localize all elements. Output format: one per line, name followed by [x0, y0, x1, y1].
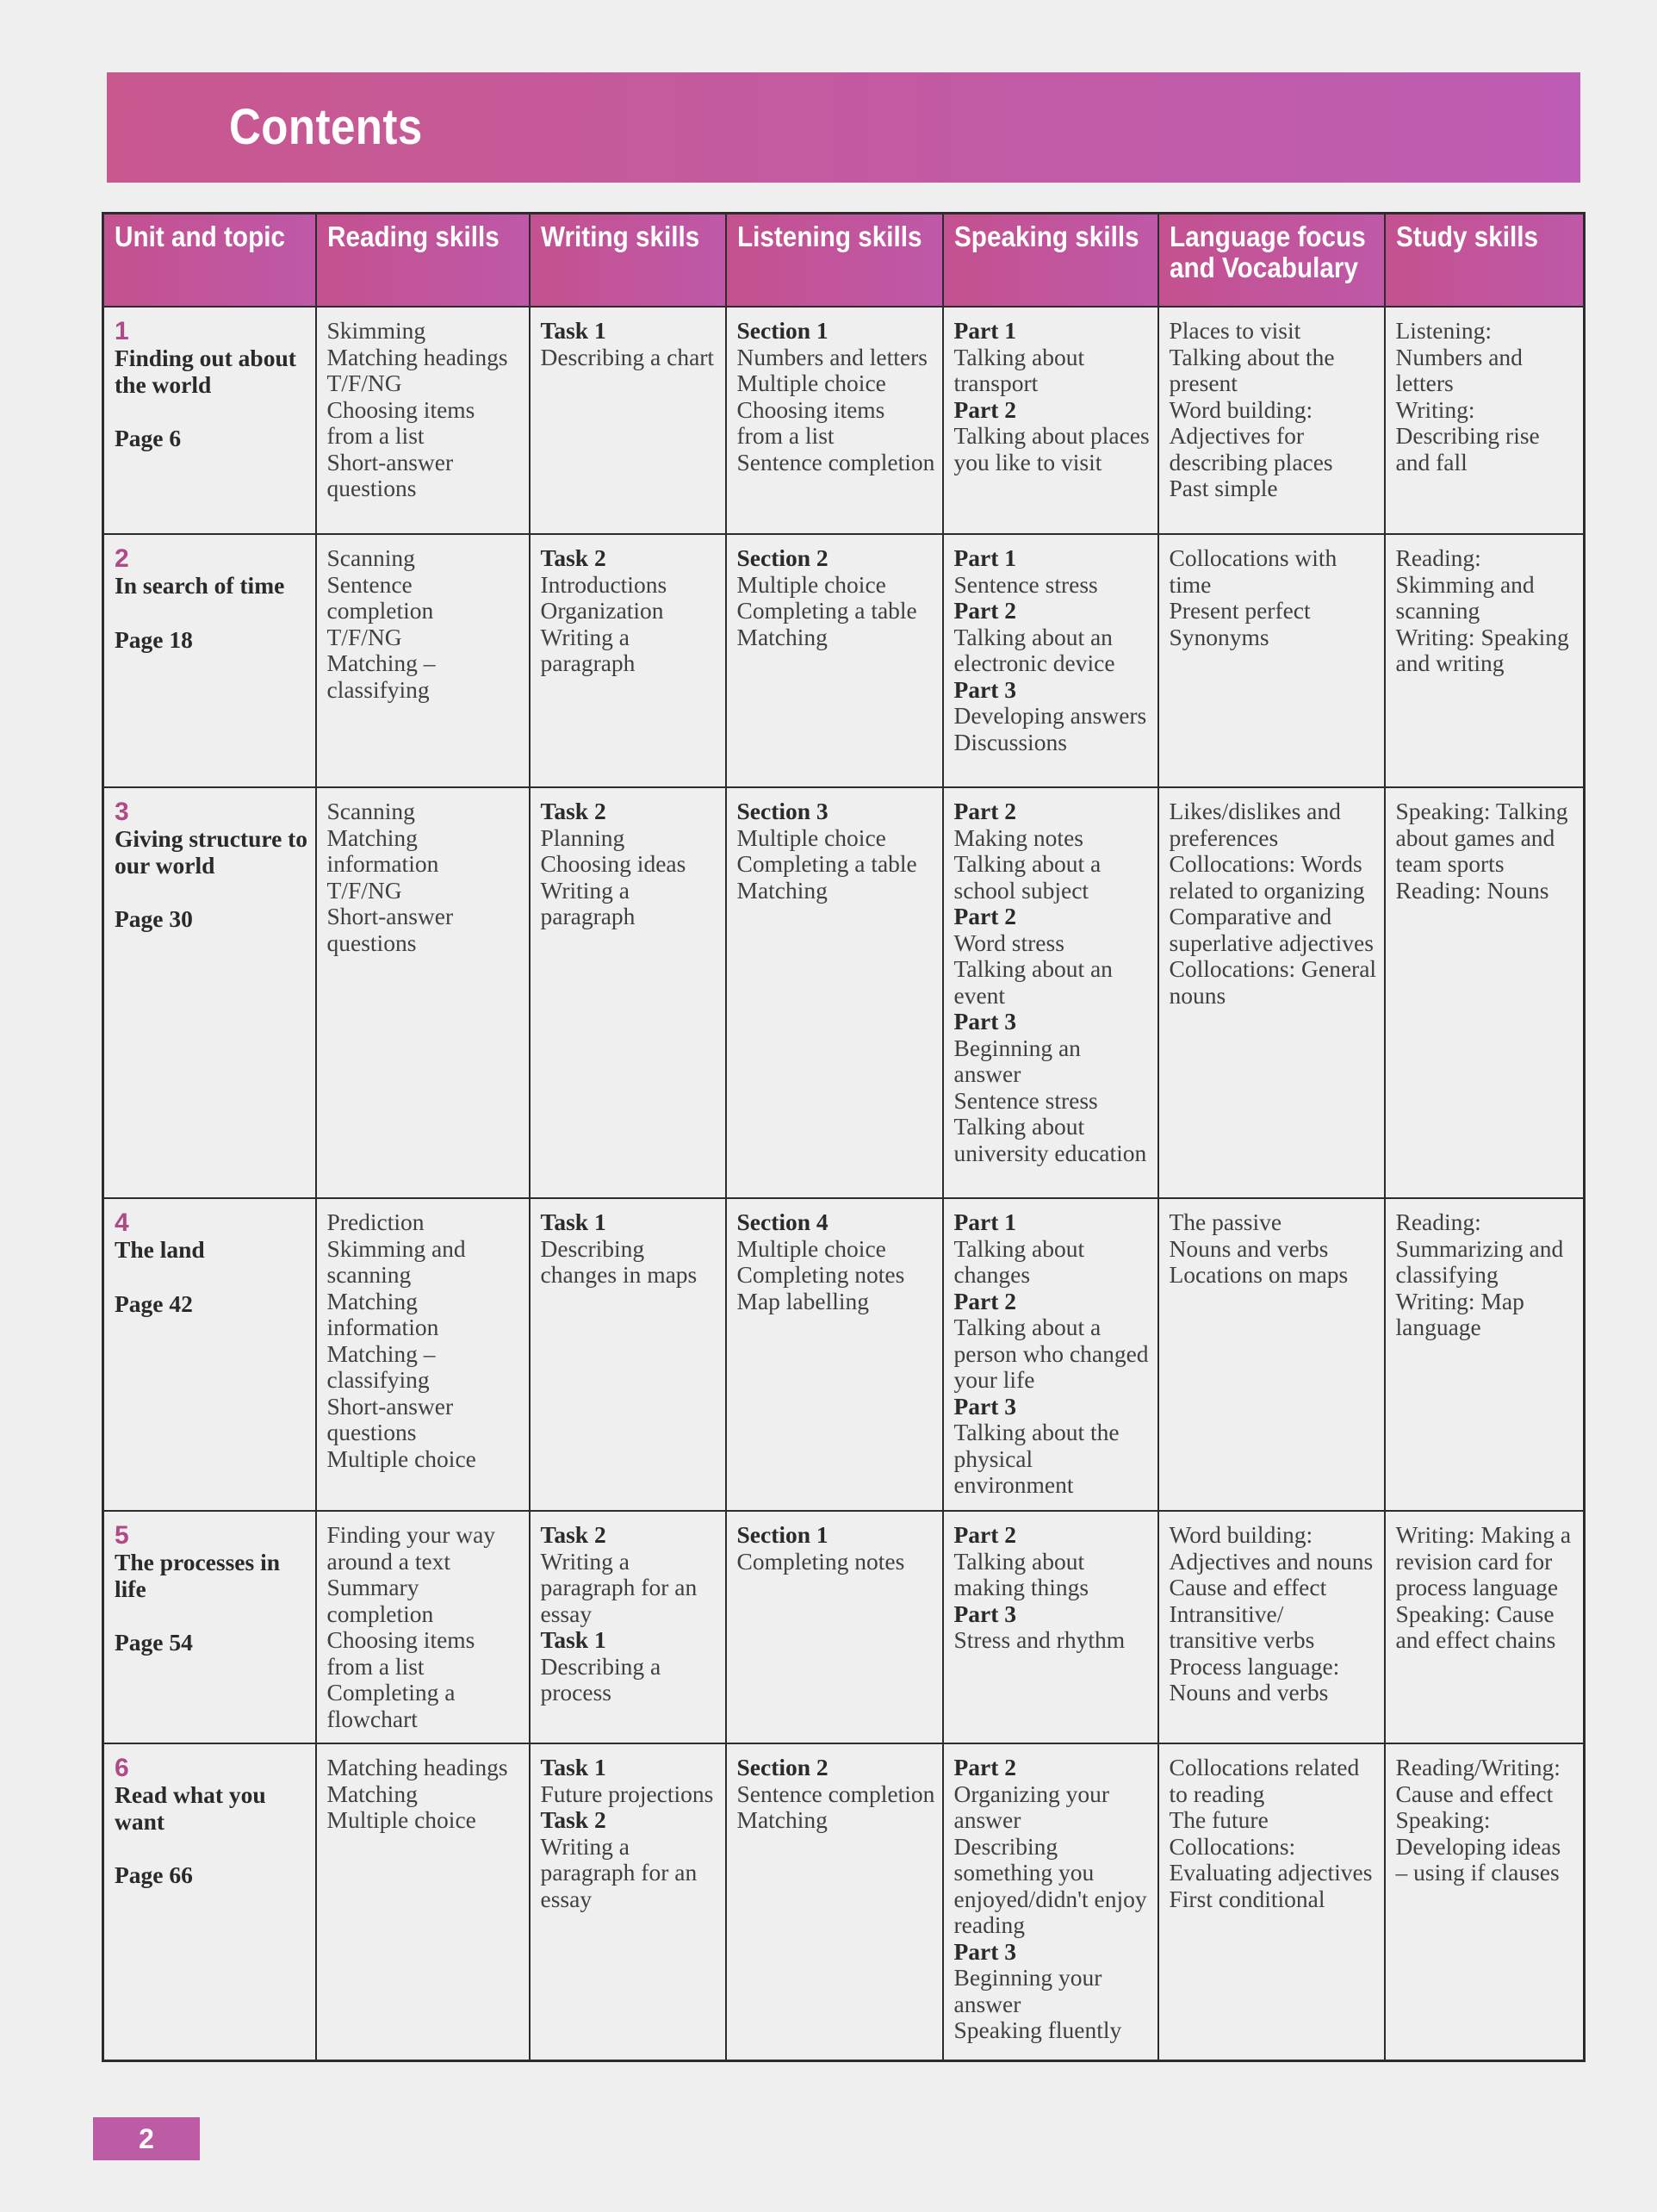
- skill-item: Completing a table: [736, 850, 917, 877]
- skill-item: Word stress: [953, 929, 1064, 956]
- unit-number: 6: [115, 1754, 129, 1782]
- unit-row: [103, 1198, 1585, 1511]
- skill-item: Talking about a school subject: [953, 850, 1102, 904]
- skill-item: Speaking: Developing ideas – using if clauses: [1395, 1806, 1561, 1886]
- study-cell: [1385, 1743, 1585, 2060]
- skill-item: Places to visit: [1169, 317, 1301, 344]
- skill-item: Matching information: [326, 823, 439, 877]
- unit-page: Page 30: [115, 905, 193, 932]
- section-label: Part 2: [953, 1754, 1017, 1780]
- study-cell: [1385, 1198, 1585, 1511]
- skill-item: Sentence stress: [953, 1086, 1098, 1114]
- skill-item: Discussions: [953, 728, 1067, 755]
- header-row: [103, 214, 1585, 308]
- skill-item: Summary completion: [326, 1574, 434, 1627]
- unit-page: Page 54: [115, 1629, 193, 1656]
- section-label: Part 1: [953, 544, 1017, 571]
- unit-page: Page 42: [115, 1289, 193, 1317]
- section-label: Part 3: [953, 1008, 1017, 1035]
- skill-item: Future projections: [540, 1780, 714, 1807]
- section-label: Task 1: [540, 1626, 606, 1653]
- writing-cell: [530, 787, 726, 1198]
- skill-item: Scanning: [326, 544, 415, 571]
- skill-item: Multiple choice: [736, 370, 886, 396]
- section-label: Task 2: [540, 544, 606, 571]
- skill-item: Word building: Adjectives and nouns: [1169, 1521, 1374, 1575]
- section-label: Part 1: [953, 317, 1017, 344]
- skill-item: Collocations related to reading: [1169, 1754, 1360, 1807]
- language-cell: [1158, 1743, 1385, 2060]
- skill-item: Completing a table: [736, 597, 917, 624]
- unit-page: Page 6: [115, 425, 182, 451]
- skill-item: Short-answer questions: [326, 448, 454, 501]
- skill-item: Matching – classifying: [326, 1339, 436, 1393]
- skill-item: T/F/NG: [326, 876, 402, 904]
- skill-item: Writing: Map language: [1395, 1287, 1524, 1340]
- speaking-cell: [943, 1743, 1158, 2060]
- skill-item: Collocations: Words related to organizing: [1169, 850, 1365, 904]
- skill-item: Beginning your answer: [953, 1964, 1102, 2017]
- reading-cell: [316, 534, 530, 787]
- skill-item: Prediction: [326, 1209, 425, 1235]
- skill-item: Matching: [736, 623, 828, 650]
- skill-item: Talking about university education: [953, 1113, 1147, 1166]
- unit-topic-cell: [103, 1743, 316, 2060]
- skill-item: Present perfect: [1169, 597, 1311, 624]
- skill-item: Describing something you enjoyed/didn't enjoy reading: [953, 1832, 1147, 1938]
- unit-row: [103, 1511, 1585, 1743]
- page-number: 2: [93, 2117, 200, 2160]
- section-label: Part 3: [953, 1392, 1017, 1420]
- skill-item: Writing a paragraph for an essay: [540, 1832, 698, 1912]
- section-label: Part 3: [953, 1937, 1017, 1965]
- header-study-skills: Study skills: [1385, 214, 1585, 308]
- skill-item: Sentence completion: [736, 448, 935, 475]
- skill-item: Skimming and scanning: [326, 1234, 466, 1288]
- language-cell: [1158, 534, 1385, 787]
- skill-item: Beginning an answer: [953, 1034, 1081, 1087]
- reading-cell: [316, 1511, 530, 1743]
- skill-item: T/F/NG: [326, 623, 402, 650]
- unit-row: [103, 1743, 1585, 2060]
- skill-item: Short-answer questions: [326, 903, 454, 956]
- writing-cell: [530, 534, 726, 787]
- unit-number: 5: [115, 1521, 129, 1550]
- skill-item: Writing a paragraph: [540, 876, 636, 929]
- skill-item: Word building: Adjectives for describing places: [1169, 395, 1333, 475]
- writing-cell: [530, 1511, 726, 1743]
- section-label: Section 3: [736, 798, 828, 824]
- language-cell: [1158, 307, 1385, 534]
- skill-item: Describing a process: [540, 1652, 661, 1706]
- unit-page: Page 66: [115, 1861, 193, 1888]
- skill-item: Matching: [736, 876, 828, 904]
- skill-item: Completing notes: [736, 1547, 905, 1575]
- skill-item: Talking about an event: [953, 955, 1113, 1009]
- skill-item: Scanning: [326, 798, 415, 824]
- writing-cell: [530, 1198, 726, 1511]
- unit-topic-cell: [103, 307, 316, 534]
- skill-item: Writing: Describing rise and fall: [1395, 395, 1540, 475]
- section-label: Task 1: [540, 317, 606, 344]
- section-label: Task 2: [540, 1806, 606, 1833]
- section-label: Part 2: [953, 1521, 1017, 1548]
- section-label: Task 2: [540, 1521, 606, 1548]
- section-label: Task 2: [540, 798, 606, 824]
- skill-item: Talking about the physical environment: [953, 1419, 1120, 1498]
- section-label: Task 1: [540, 1209, 606, 1235]
- listening-cell: [726, 534, 943, 787]
- skill-item: Choosing items from a list: [326, 1626, 475, 1680]
- section-label: Section 2: [736, 544, 828, 571]
- skill-item: Map labelling: [736, 1287, 870, 1314]
- skill-item: First conditional: [1169, 1885, 1325, 1912]
- units-body: [103, 307, 1585, 2060]
- skill-item: Matching information: [326, 1287, 439, 1340]
- skill-item: Comparative and superlative adjectives: [1169, 903, 1374, 956]
- skill-item: Speaking: Talking about games and team sports: [1395, 798, 1568, 877]
- study-cell: [1385, 307, 1585, 534]
- skill-item: Past simple: [1169, 475, 1278, 501]
- section-label: Part 3: [953, 1600, 1017, 1627]
- skill-item: Organizing your answer: [953, 1780, 1109, 1833]
- skill-item: Reading: Nouns: [1395, 876, 1549, 904]
- unit-page: Page 18: [115, 625, 193, 653]
- section-label: Section 2: [736, 1754, 828, 1780]
- reading-cell: [316, 1743, 530, 2060]
- skill-item: Listening: Numbers and letters: [1395, 317, 1523, 396]
- skill-item: Introductions: [540, 570, 667, 598]
- skill-item: Talking about a person who changed your life: [953, 1314, 1149, 1393]
- section-label: Part 2: [953, 798, 1017, 824]
- skill-item: Short-answer questions: [326, 1392, 454, 1445]
- listening-cell: [726, 1198, 943, 1511]
- contents-banner: [107, 72, 1580, 183]
- language-cell: [1158, 1198, 1385, 1511]
- unit-topic-cell: [103, 534, 316, 787]
- unit-title: Finding out about the world: [115, 345, 296, 398]
- study-cell: [1385, 787, 1585, 1198]
- skill-item: Writing a paragraph for an essay: [540, 1547, 698, 1627]
- page-title: Contents: [229, 99, 423, 155]
- section-label: Section 1: [736, 317, 828, 344]
- section-label: Task 1: [540, 1754, 606, 1780]
- skill-item: Matching headings: [326, 343, 508, 370]
- contents-table: [102, 212, 1586, 2062]
- language-cell: [1158, 787, 1385, 1198]
- skill-item: Likes/dislikes and preferences: [1169, 798, 1341, 851]
- language-cell: [1158, 1511, 1385, 1743]
- skill-item: Speaking: Cause and effect chains: [1395, 1600, 1556, 1653]
- skill-item: Collocations: Evaluating adjectives: [1169, 1832, 1373, 1886]
- skill-item: Skimming: [326, 317, 426, 344]
- skill-item: Collocations: General nouns: [1169, 955, 1377, 1009]
- header-reading-skills: Reading skills: [316, 214, 530, 308]
- skill-item: Reading: Summarizing and classifying: [1395, 1209, 1564, 1288]
- listening-cell: [726, 1743, 943, 2060]
- section-label: Section 1: [736, 1521, 828, 1548]
- skill-item: Talking about the present: [1169, 343, 1335, 396]
- skill-item: Writing a paragraph: [540, 623, 636, 676]
- skill-item: Organization: [540, 597, 664, 624]
- speaking-cell: [943, 534, 1158, 787]
- skill-item: Sentence stress: [953, 570, 1098, 598]
- skill-item: Describing changes in maps: [540, 1234, 698, 1288]
- skill-item: Sentence completion: [736, 1780, 935, 1807]
- skill-item: Cause and effect: [1169, 1574, 1327, 1600]
- skill-item: Planning: [540, 823, 625, 851]
- skill-item: Choosing items from a list: [326, 395, 475, 449]
- section-label: Section 4: [736, 1209, 828, 1235]
- skill-item: Speaking fluently: [953, 2016, 1122, 2043]
- writing-cell: [530, 1743, 726, 2060]
- unit-topic-cell: [103, 787, 316, 1198]
- reading-cell: [316, 307, 530, 534]
- skill-item: Talking about places you like to visit: [953, 422, 1150, 475]
- unit-number: 1: [115, 317, 129, 345]
- skill-item: Matching headings: [326, 1754, 508, 1780]
- writing-cell: [530, 307, 726, 534]
- speaking-cell: [943, 307, 1158, 534]
- skill-item: Talking about changes: [953, 1234, 1085, 1288]
- unit-number: 3: [115, 798, 129, 826]
- skill-item: Locations on maps: [1169, 1261, 1349, 1288]
- section-label: Part 3: [953, 675, 1017, 703]
- skill-item: Reading/Writing: Cause and effect: [1395, 1754, 1561, 1807]
- section-label: Part 2: [953, 395, 1017, 423]
- header-writing-skills: Writing skills: [530, 214, 726, 308]
- skill-item: Nouns and verbs: [1169, 1234, 1329, 1262]
- skill-item: Writing: Making a revision card for process language: [1395, 1521, 1572, 1600]
- skill-item: Reading: Skimming and scanning: [1395, 544, 1535, 624]
- section-label: Part 1: [953, 1209, 1017, 1235]
- skill-item: Multiple choice: [326, 1806, 476, 1833]
- skill-item: Intransitive/ transitive verbs: [1169, 1600, 1315, 1653]
- skill-item: Choosing items from a list: [736, 395, 885, 449]
- skill-item: Matching: [736, 1806, 828, 1833]
- unit-title: Read what you want: [115, 1781, 266, 1835]
- skill-item: T/F/NG: [326, 370, 402, 396]
- skill-item: Developing answers: [953, 702, 1147, 729]
- reading-cell: [316, 787, 530, 1198]
- skill-item: Process language: Nouns and verbs: [1169, 1652, 1340, 1706]
- skill-item: Talking about transport: [953, 343, 1085, 396]
- unit-row: [103, 534, 1585, 787]
- unit-topic-cell: [103, 1198, 316, 1511]
- header-unit-and-topic: Unit and topic: [103, 214, 316, 308]
- skill-item: Writing: Speaking and writing: [1395, 623, 1569, 676]
- reading-cell: [316, 1198, 530, 1511]
- study-cell: [1385, 1511, 1585, 1743]
- skill-item: Finding your way around a text: [326, 1521, 496, 1575]
- unit-title: In search of time: [115, 572, 285, 599]
- skill-item: Completing notes: [736, 1261, 905, 1288]
- header-language-focus: Language focus and Vocabulary: [1158, 214, 1385, 308]
- unit-row: [103, 787, 1585, 1198]
- unit-number: 2: [115, 544, 129, 573]
- skill-item: Collocations with time: [1169, 544, 1337, 598]
- skill-item: Multiple choice: [326, 1445, 476, 1472]
- listening-cell: [726, 787, 943, 1198]
- skill-item: Talking about making things: [953, 1547, 1089, 1600]
- skill-item: Matching – classifying: [326, 649, 436, 703]
- unit-row: [103, 307, 1585, 534]
- unit-title: The processes in life: [115, 1549, 281, 1602]
- header-speaking-skills: Speaking skills: [943, 214, 1158, 308]
- unit-topic-cell: [103, 1511, 316, 1743]
- skill-item: Sentence completion: [326, 570, 434, 624]
- skill-item: Choosing ideas: [540, 850, 686, 877]
- skill-item: Multiple choice: [736, 570, 886, 598]
- section-label: Part 2: [953, 597, 1017, 624]
- speaking-cell: [943, 787, 1158, 1198]
- skill-item: Multiple choice: [736, 1234, 886, 1262]
- speaking-cell: [943, 1198, 1158, 1511]
- skill-item: Numbers and letters: [736, 343, 928, 370]
- skill-item: Making notes: [953, 823, 1083, 851]
- skill-item: Stress and rhythm: [953, 1626, 1126, 1653]
- skill-item: Multiple choice: [736, 823, 886, 851]
- speaking-cell: [943, 1511, 1158, 1743]
- unit-title: The land: [115, 1236, 205, 1263]
- skill-item: The passive: [1169, 1209, 1282, 1235]
- skill-item: Talking about an electronic device: [953, 623, 1115, 676]
- unit-number: 4: [115, 1209, 129, 1237]
- skill-item: Synonyms: [1169, 623, 1269, 650]
- header-listening-skills: Listening skills: [726, 214, 943, 308]
- section-label: Part 2: [953, 1287, 1017, 1314]
- listening-cell: [726, 1511, 943, 1743]
- listening-cell: [726, 307, 943, 534]
- skill-item: Describing a chart: [540, 343, 715, 370]
- skill-item: Completing a flowchart: [326, 1679, 456, 1732]
- skill-item: The future: [1169, 1806, 1269, 1833]
- unit-title: Giving structure to our world: [115, 825, 308, 879]
- study-cell: [1385, 534, 1585, 787]
- section-label: Part 2: [953, 903, 1017, 929]
- skill-item: Matching: [326, 1780, 418, 1807]
